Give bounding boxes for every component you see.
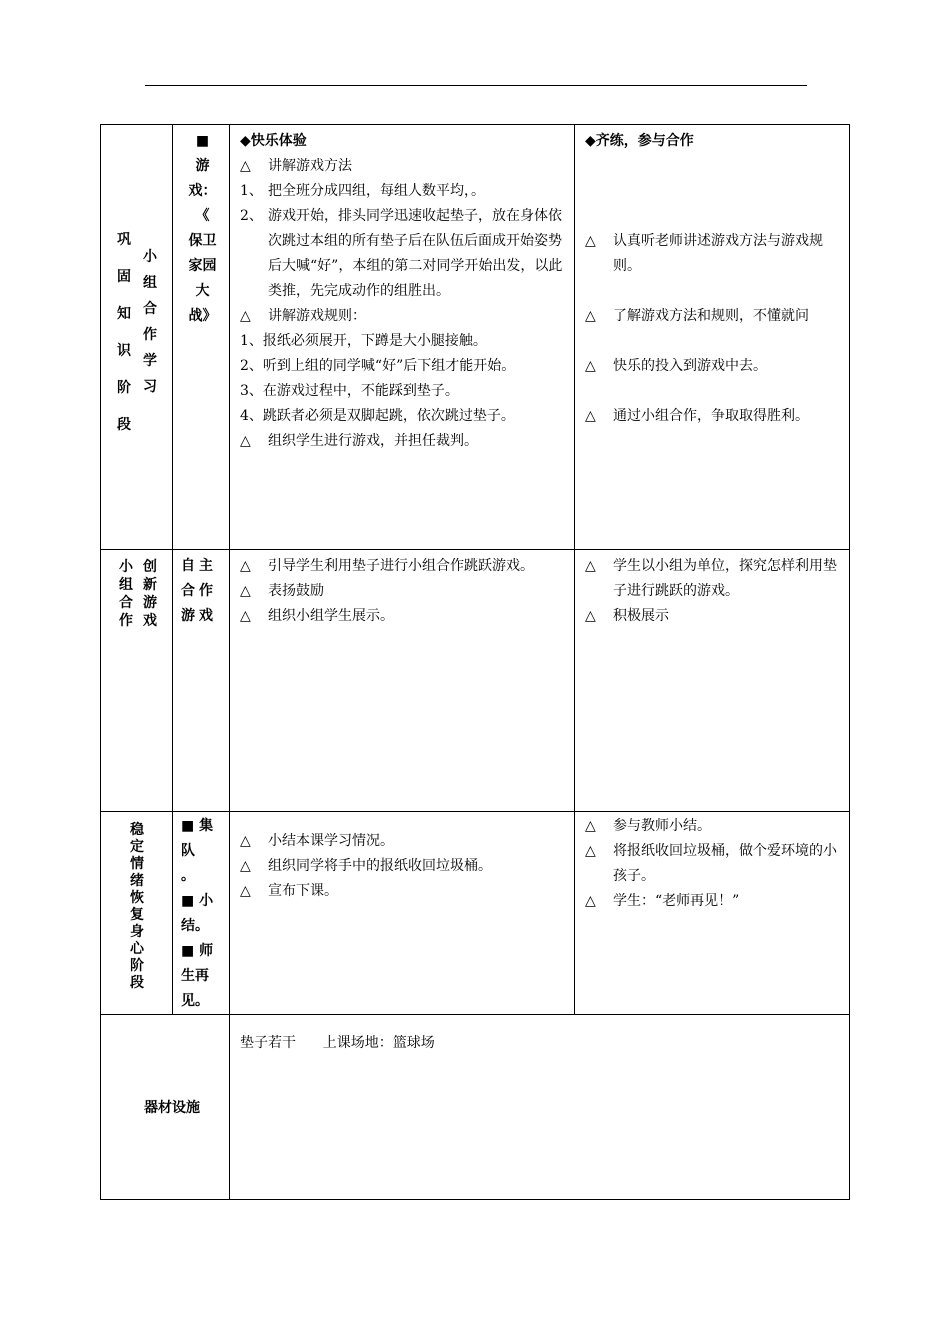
activity-text: 1、报纸必须展开，下蹲是大小腿接触。	[240, 333, 487, 349]
activity-text: 积极展示	[613, 608, 669, 624]
activity-text: 讲解游戏方法	[268, 158, 352, 174]
stage-group-content	[173, 550, 230, 812]
stage-char: 身	[130, 924, 144, 940]
bullet-mark: △	[240, 833, 251, 849]
activity-item	[240, 854, 568, 879]
content-line: 家园	[188, 258, 217, 274]
content-line: 。	[181, 868, 195, 884]
stage-char: 作	[119, 613, 133, 629]
content-line: 队	[181, 843, 195, 859]
content-line: 结。	[181, 918, 209, 934]
activity-text: 了解游戏方法和规则，不懂就问	[613, 308, 809, 324]
content-line: ■ 师	[181, 943, 214, 959]
content-line: 戏：	[188, 183, 217, 199]
activity-item	[585, 604, 843, 629]
bullet-mark: 2、	[240, 208, 263, 224]
stage-group-label	[101, 550, 173, 812]
stage-recover-label	[101, 812, 173, 1015]
content-line: 保卫	[188, 233, 217, 249]
activity-text: 组织小组学生展示。	[268, 608, 394, 624]
content-label	[173, 550, 229, 629]
stage-char: 复	[130, 907, 144, 923]
stage-char: 新	[143, 577, 157, 593]
equipment-label-cell	[101, 1015, 230, 1200]
student-activity-list	[575, 550, 849, 629]
bullet-mark: △	[585, 358, 596, 374]
student-activity-list	[585, 229, 843, 429]
bullet-mark: △	[585, 893, 596, 909]
stage-char: 恢	[130, 890, 144, 906]
teacher-activity-list	[230, 550, 574, 629]
stage-char: 巩	[117, 232, 131, 248]
student-section-title: ◆齐练，参与合作	[585, 133, 694, 149]
bullet-mark: 1、	[240, 183, 263, 199]
stage-name-vertical	[128, 822, 146, 992]
activity-item	[240, 354, 568, 379]
stage-char: 小	[143, 249, 157, 265]
activity-item	[240, 604, 568, 629]
stage-char: 戏	[143, 613, 157, 629]
stage-char: 作	[143, 327, 157, 343]
content-line: 游戏	[181, 608, 217, 624]
activity-text: 宣布下课。	[268, 883, 338, 899]
content-line: ■	[195, 133, 210, 149]
header-rule	[145, 85, 807, 86]
content-line: ■ 小	[181, 893, 214, 909]
activity-text: 表扬鼓励	[268, 583, 324, 599]
bullet-mark: △	[585, 608, 596, 624]
activity-item	[585, 889, 843, 914]
stage-char: 心	[130, 941, 144, 957]
stage-char: 创	[143, 559, 157, 575]
stage-recover-row	[101, 812, 850, 1015]
content-line: 自主	[181, 558, 217, 574]
stage-consolidate-label	[101, 125, 173, 550]
content-label	[173, 812, 229, 1014]
bullet-mark: △	[585, 558, 596, 574]
activity-item	[240, 204, 568, 304]
activity-item	[240, 379, 568, 404]
content-line: ■ 集	[181, 818, 214, 834]
stage-char: 习	[143, 379, 157, 395]
stage-name-vertical	[117, 558, 135, 630]
activity-text: 快乐的投入到游戏中去。	[613, 358, 767, 374]
activity-item	[585, 229, 843, 279]
bullet-mark: △	[585, 818, 596, 834]
bullet-mark: △	[240, 308, 251, 324]
stage-char: 合	[119, 595, 133, 611]
stage-char: 学	[143, 353, 157, 369]
activity-item	[240, 404, 568, 429]
content-line: 游	[195, 158, 210, 174]
stage-consolidate-student	[575, 125, 850, 550]
activity-item	[240, 154, 568, 179]
activity-text: 组织同学将手中的报纸收回垃圾桶。	[268, 858, 492, 874]
bullet-mark: △	[240, 158, 251, 174]
activity-text: 通过小组合作，争取取得胜利。	[613, 408, 809, 424]
stage-group-student	[575, 550, 850, 812]
activity-text: 组织学生进行游戏，并担任裁判。	[268, 433, 478, 449]
activity-text: 讲解游戏规则：	[268, 308, 366, 324]
activity-item	[240, 879, 568, 904]
stage-char: 段	[117, 417, 131, 433]
stage-recover-student	[575, 812, 850, 1015]
activity-text: 4、跳跃者必须是双脚起跳，依次跳过垫子。	[240, 408, 515, 424]
stage-consolidate-row	[101, 125, 850, 550]
stage-consolidate-content	[173, 125, 230, 550]
activity-text: 学生：“老师再见！”	[613, 893, 740, 909]
bullet-mark: △	[585, 408, 596, 424]
equipment-row	[101, 1015, 850, 1200]
lesson-plan-table	[100, 124, 850, 1200]
activity-text: 将报纸收回垃圾桶，做个爱环境的小孩子。	[613, 843, 837, 884]
activity-text: 2、听到上组的同学喊“好”后下组才能开始。	[240, 358, 516, 374]
stage-char: 情	[130, 856, 144, 872]
stage-char: 阶	[117, 380, 131, 396]
stage-char: 稳	[130, 822, 144, 838]
content-label	[173, 125, 229, 329]
stage-recover-content	[173, 812, 230, 1015]
activity-item	[240, 329, 568, 354]
content-line: 战》	[188, 308, 217, 324]
bullet-mark: △	[240, 608, 251, 624]
stage-sub-vertical	[141, 558, 159, 630]
stage-char: 组	[119, 577, 133, 593]
stage-char: 阶	[130, 958, 144, 974]
bullet-mark: △	[240, 583, 251, 599]
activity-text: 参与教师小结。	[613, 818, 711, 834]
stage-char: 定	[130, 839, 144, 855]
stage-char: 绪	[130, 873, 144, 889]
activity-item	[240, 579, 568, 604]
teacher-activity-list	[230, 812, 574, 904]
equipment-content-cell	[230, 1015, 850, 1200]
stage-recover-teacher	[230, 812, 575, 1015]
activity-text: 认真听老师讲述游戏方法与游戏规则。	[613, 233, 823, 274]
content-line: 见。	[181, 993, 209, 1009]
equipment-text: 垫子若干 上课场地：篮球场	[240, 1035, 435, 1051]
activity-text: 把全班分成四组，每组人数平均，。	[268, 183, 485, 199]
activity-text: 引导学生利用垫子进行小组合作跳跃游戏。	[268, 558, 534, 574]
content-line: 《	[195, 208, 210, 224]
bullet-mark: △	[240, 858, 251, 874]
bullet-mark: △	[585, 233, 596, 249]
student-activity-list	[575, 812, 849, 914]
stage-char: 识	[117, 343, 131, 359]
stage-consolidate-teacher	[230, 125, 575, 550]
stage-char: 固	[117, 269, 131, 285]
bullet-mark: △	[585, 308, 596, 324]
stage-char: 小	[119, 559, 133, 575]
bullet-mark: △	[240, 558, 251, 574]
stage-char: 游	[143, 595, 157, 611]
activity-item	[585, 304, 843, 329]
activity-text: 学生以小组为单位，探究怎样利用垫子进行跳跃的游戏。	[613, 558, 837, 599]
bullet-mark: △	[240, 883, 251, 899]
activity-item	[240, 829, 568, 854]
stage-name-vertical	[115, 222, 133, 444]
activity-item	[240, 304, 568, 329]
activity-item	[240, 429, 568, 454]
teacher-activity-list	[240, 154, 568, 454]
activity-item	[585, 814, 843, 839]
stage-char: 组	[143, 275, 157, 291]
activity-text: 游戏开始，排头同学迅速收起垫子，放在身体依次跳过本组的所有垫子后在队伍后面成开始姿势后大喊“好”，本组的第二对同学开始出发，以此类推，先完成动作的组胜出。	[268, 208, 563, 299]
activity-item	[585, 554, 843, 604]
activity-item	[585, 404, 843, 429]
stage-char: 合	[143, 301, 157, 317]
stage-sub-vertical	[141, 244, 159, 400]
teacher-section-title: ◆快乐体验	[240, 133, 307, 149]
activity-text: 小结本课学习情况。	[268, 833, 394, 849]
content-line: 生再	[181, 968, 209, 984]
bullet-mark: △	[585, 843, 596, 859]
content-line: 大	[195, 283, 210, 299]
activity-item	[585, 354, 843, 379]
content-line: 合作	[181, 583, 217, 599]
activity-item	[585, 839, 843, 889]
stage-group-teacher	[230, 550, 575, 812]
activity-text: 3、在游戏过程中，不能踩到垫子。	[240, 383, 459, 399]
activity-item	[240, 179, 568, 204]
activity-item	[240, 554, 568, 579]
bullet-mark: △	[240, 433, 251, 449]
stage-char: 知	[117, 306, 131, 322]
equipment-label: 器材设施	[144, 1100, 200, 1116]
stage-group-row	[101, 550, 850, 812]
stage-char: 段	[130, 975, 144, 991]
